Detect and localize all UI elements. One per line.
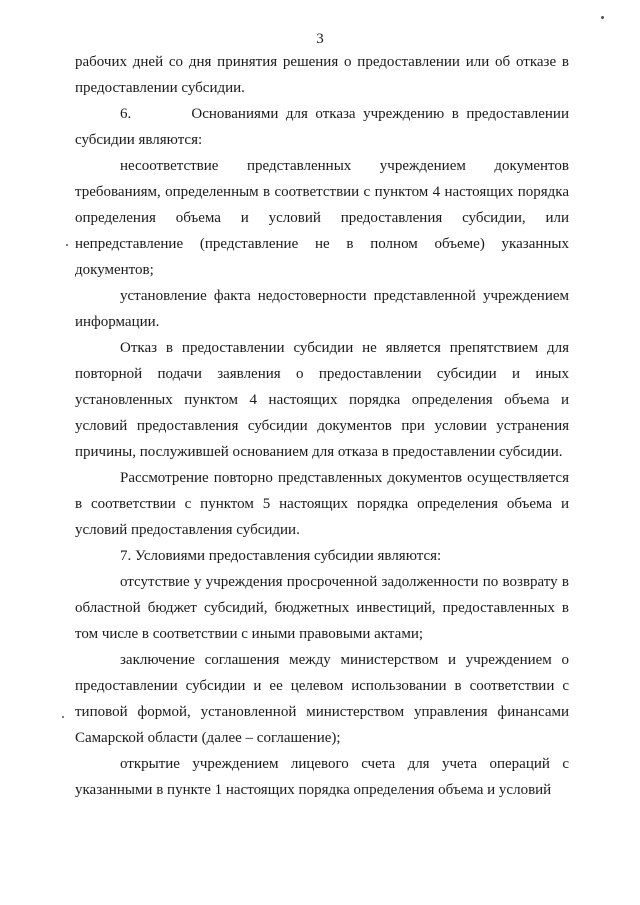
paragraph-clause-6: 6. Основаниями для отказа учреждению в предоставлении субсидии являются:: [75, 106, 569, 148]
paragraph-condition-1: отсутствие у учреждения просроченной задолженности по возврату в областной бюджет субсидий, бюджетных инвестиций, предоставленных в том числе в соответствии с иными правовыми актами;: [75, 574, 569, 642]
paragraph-refusal-reason-1: несоответствие представленных учреждением документов требованиям, определенным в соответствии с пунктом 4 настоящих порядка определения объема и условий предоставления субсидии, или непредставление (представление не в полном объеме) указанных документов;: [75, 158, 569, 278]
page-number: 3: [316, 31, 324, 47]
scan-speck: [66, 244, 68, 246]
scan-speck: [601, 16, 604, 19]
paragraph-review: Рассмотрение повторно представленных документов осуществляется в соответствии с пунктом 5 настоящих порядка определения объема и условий предоставления субсидии.: [75, 470, 569, 538]
paragraph-continuation: рабочих дней со дня принятия решения о предоставлении или об отказе в предоставлении субсидии.: [75, 54, 569, 96]
paragraph-clause-7: 7. Условиями предоставления субсидии являются:: [120, 548, 442, 564]
paragraph-condition-3: открытие учреждением лицевого счета для учета операций с указанными в пункте 1 настоящих порядка определения объема и условий: [75, 756, 569, 798]
document-body: [75, 49, 569, 803]
paragraph-resubmission: Отказ в предоставлении субсидии не является препятствием для повторной подачи заявления о предоставлении субсидии и иных установленных пунктом 4 настоящих порядка определения объема и условий предоставления субсидии документов при условии устранения причины, послужившей основанием для отказа в предоставлении субсидии.: [75, 340, 569, 460]
scan-speck: [62, 716, 64, 718]
paragraph-refusal-reason-2: установление факта недостоверности представленной учреждением информации.: [75, 288, 569, 330]
paragraph-condition-2: заключение соглашения между министерством и учреждением о предоставлении субсидии и ее целевом использовании в соответствии с типовой формой, установленной министерством управления финансами Самарской области (далее – соглашение);: [75, 652, 569, 746]
